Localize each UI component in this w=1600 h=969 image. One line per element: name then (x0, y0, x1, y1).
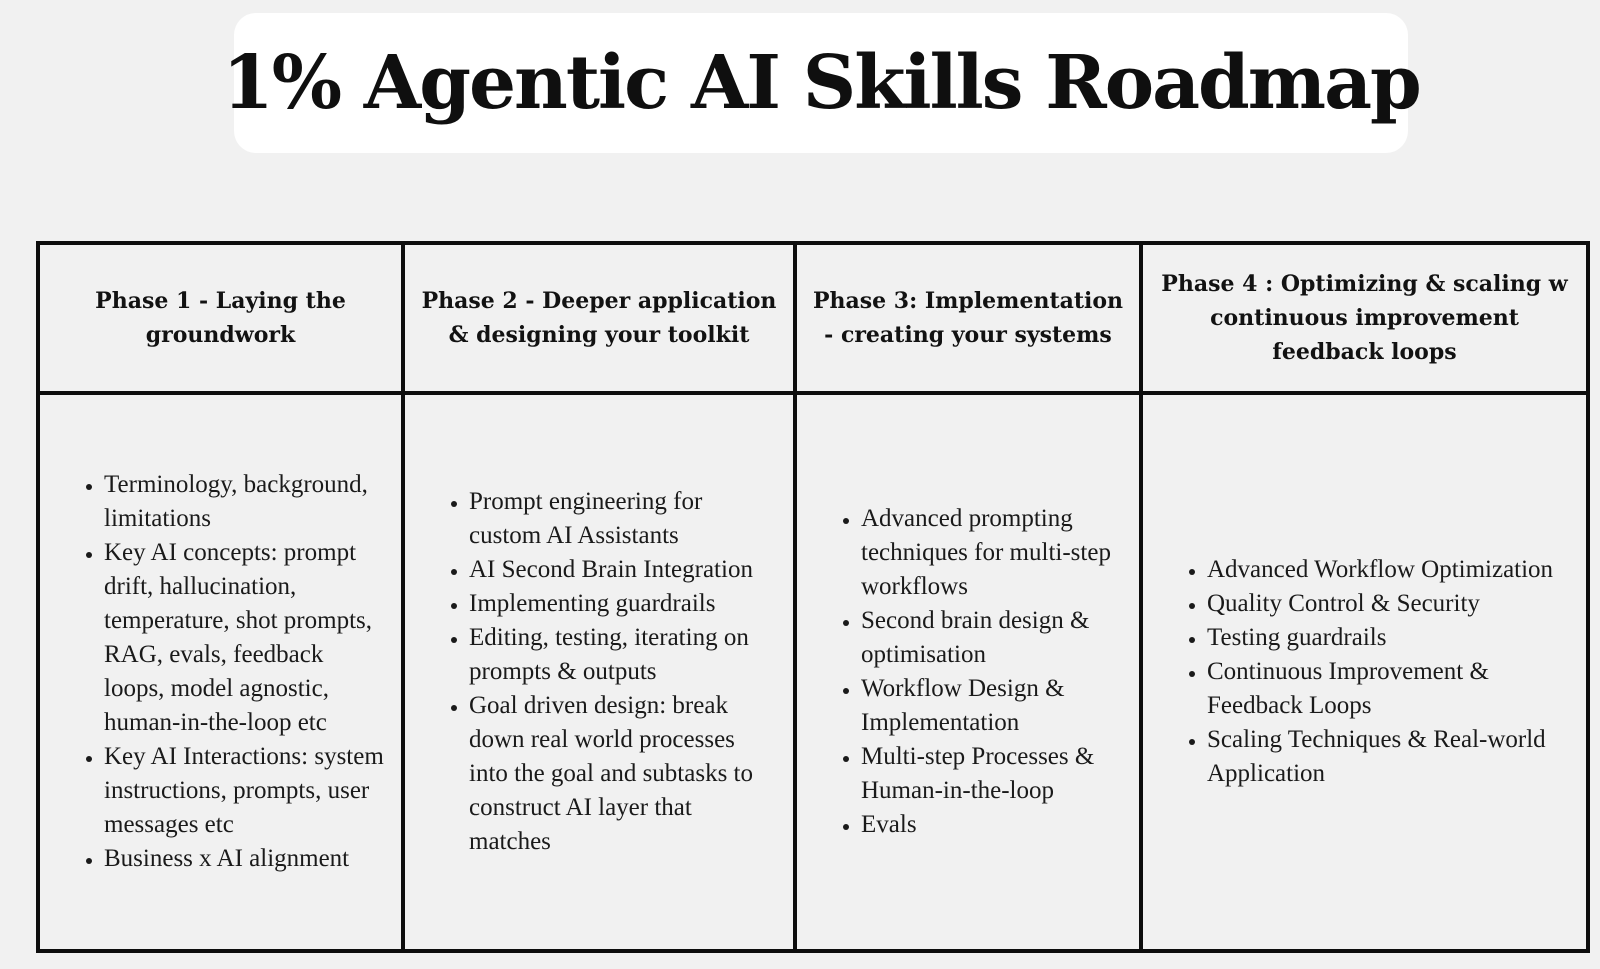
phase-3-cell (795, 393, 1141, 951)
list-item: • Evals (861, 808, 1123, 842)
list-item: • Advanced prompting techniques for multi-step workflows (861, 502, 1123, 604)
list-item: • Key AI Interactions: system instructions, prompts, user messages etc (104, 740, 385, 842)
list-item: • Business x AI alignment (104, 842, 385, 876)
roadmap-table (36, 241, 1590, 953)
list-item: • Editing, testing, iterating on prompts & outputs (469, 621, 777, 689)
phase-2-heading: Phase 2 - Deeper application & designing your toolkit (403, 243, 795, 393)
list-item: • Terminology, background, limitations (104, 468, 385, 536)
phase-1-heading: Phase 1 - Laying the groundwork (38, 243, 403, 393)
phase-4-heading: Phase 4 : Optimizing & scaling w continuous improvement feedback loops (1141, 243, 1588, 393)
list-item: • Key AI concepts: prompt drift, hallucination, temperature, shot prompts, RAG, evals, feedback loops, model agnostic, human-in-the-loop etc (104, 536, 385, 740)
list-item: • AI Second Brain Integration (469, 553, 777, 587)
list-item: • Goal driven design: break down real world processes into the goal and subtasks to construct AI layer that matches (469, 689, 777, 859)
title-card (222, 13, 1420, 153)
list-item: • Prompt engineering for custom AI Assistants (469, 485, 777, 553)
phase-2-cell (403, 393, 795, 951)
list-item: • Implementing guardrails (469, 587, 777, 621)
phase-1-cell (38, 393, 403, 951)
list-item: • Multi-step Processes & Human-in-the-loop (861, 740, 1123, 808)
list-item: • Scaling Techniques & Real-world Application (1207, 723, 1570, 791)
page-title: 1% Agentic AI Skills Roadmap (222, 40, 1420, 126)
list-item: • Quality Control & Security (1207, 587, 1570, 621)
list-item: • Workflow Design & Implementation (861, 672, 1123, 740)
phase-1-list (64, 468, 385, 876)
phase-4-list (1167, 553, 1570, 791)
list-item: • Continuous Improvement & Feedback Loops (1207, 655, 1570, 723)
phase-2-list (429, 485, 777, 859)
header-row (38, 243, 1588, 393)
phase-3-heading: Phase 3: Implementation - creating your systems (795, 243, 1141, 393)
content-row (38, 393, 1588, 951)
list-item: • Advanced Workflow Optimization (1207, 553, 1570, 587)
list-item: • Testing guardrails (1207, 621, 1570, 655)
phase-3-list (821, 502, 1123, 842)
list-item: • Second brain design & optimisation (861, 604, 1123, 672)
phase-4-cell (1141, 393, 1588, 951)
